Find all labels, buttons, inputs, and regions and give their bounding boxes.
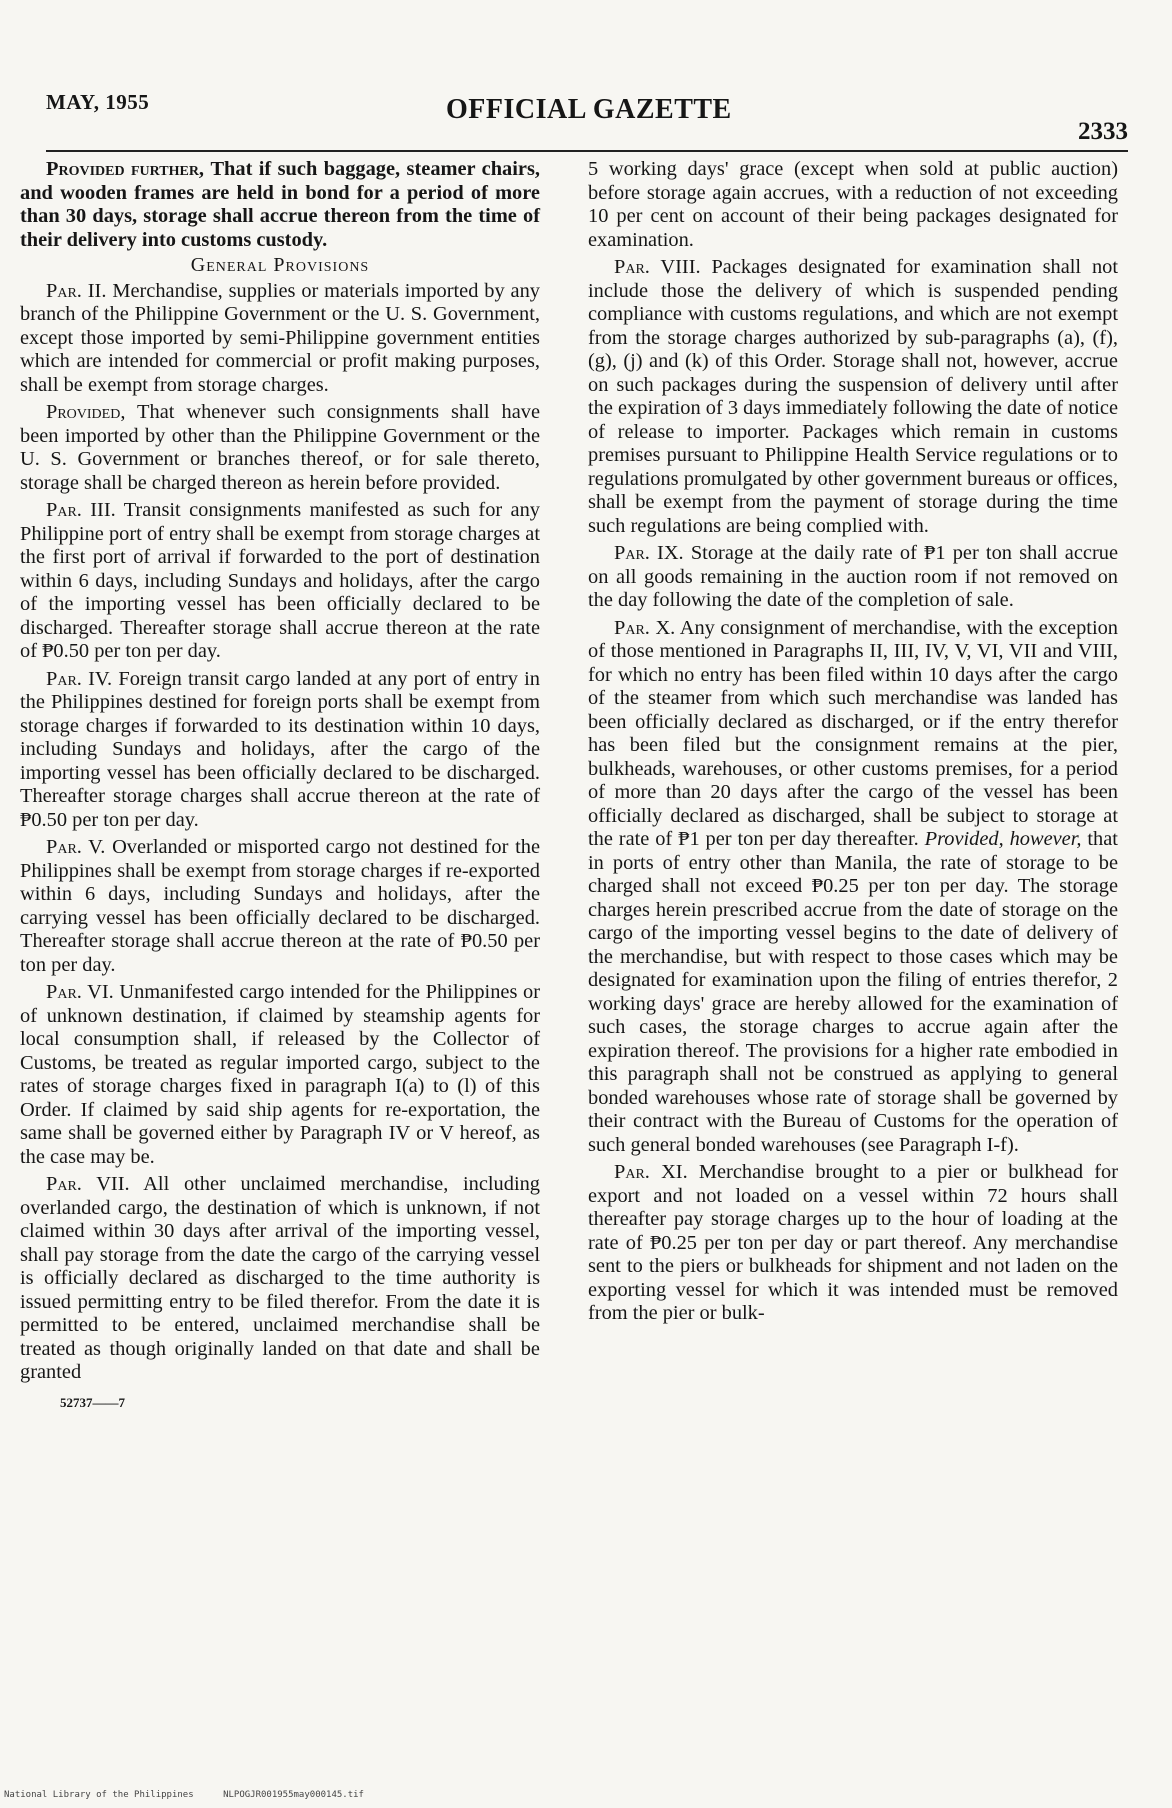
proviso-lead: Provided, xyxy=(46,401,126,423)
paragraph-iii xyxy=(20,499,540,664)
paragraph-label: Par. VII. xyxy=(46,1173,130,1195)
left-column xyxy=(20,158,540,1414)
paragraph-text: Storage at the daily rate of ₱1 per ton shall accrue on all goods remaining in the auction room if not removed on the day following the date of the completion of sale. xyxy=(588,542,1118,611)
section-heading: General Provisions xyxy=(190,254,370,276)
paragraph-v xyxy=(20,836,540,977)
paragraph-x xyxy=(588,617,1118,1158)
paragraph-label: Par. III. xyxy=(46,499,116,521)
library-credit: National Library of the Philippines xyxy=(4,1790,194,1800)
paragraph-label: Par. IV. xyxy=(46,667,113,690)
paragraph-ix xyxy=(588,542,1118,613)
paragraph-text: All other unclaimed merchandise, including overlanded cargo, the destination of which is unknown, if not claimed within 30 days after arrival of the importing vessel, shall pay storage from the date the cargo of the carrying vessel is officially declared as discharged to the time authority is issued permitting entry to be filed therefor. From the date it is permitted to be entered, unclaimed merchandise shall be treated as though originally landed on that date and shall be granted xyxy=(20,1173,540,1383)
paragraph-label: Par. IX. xyxy=(614,542,684,564)
paragraph-ii xyxy=(20,280,540,398)
paragraph-text: Transit consignments manifested as such for any Philippine port of entry shall be exempt from storage charges at the first port of arrival if forwarded to the port of destination within 6 days, including Sundays and holidays, after the cargo of the importing vessel has been officially declared to be discharged. Thereafter storage shall accrue thereon at the rate of ₱0.50 per ton per day. xyxy=(20,499,540,662)
file-name: NLPOGJR001955may000145.tif xyxy=(223,1790,364,1800)
proviso-lead: Provided, however, xyxy=(924,828,1082,850)
scan-footer xyxy=(0,1790,1172,1808)
paragraph-text: Merchandise brought to a pier or bulkhead for export and not loaded on a vessel within 72 hours shall thereafter pay storage charges up to the hour of loading at the rate of ₱0.25 per ton per day or part thereof. Any merchandise sent to the piers or bulkheads for shipment and not laden on the exporting vessel for which it was intended must be removed from the pier or bulk- xyxy=(588,1161,1118,1324)
paragraph-text: that in ports of entry other than Manila, the rate of storage to be charged shall not exceed ₱0.25 per ton per day. The storage charges herein prescribed accrue from the date of storage on the cargo of the importing vessel begins to the date of delivery of the merchandise, but with respect to those cases which may be designated for examination upon the filing of entries therefor, 2 working days' grace are hereby allowed for the examination of such cases, the storage charges to accrue again after the expiration thereof. The provisions for a higher rate embodied in this paragraph shall not be construed as applying to general bonded warehouses whose rate of storage shall be governed by their contract with the Bureau of Customs for the operation of such general bonded warehouses (see Paragraph I-f). xyxy=(588,828,1118,1156)
paragraph-text: Foreign transit cargo landed at any port of entry in the Philippines destined for foreign ports shall be exempt from storage charges if forwarded to its destination within 10 days, including Sundays and holidays, after the cargo of the importing vessel has been officially declared to be discharged. Thereafter storage charges shall accrue thereon at the rate of ₱0.50 per ton per day. xyxy=(20,667,540,831)
right-column xyxy=(588,158,1118,1326)
paragraph-text: That whenever such consignments shall have been imported by other than the Philippine Government or the U. S. Government or branches thereof, or for sale thereto, storage shall be charged thereon as herein before provided. xyxy=(20,401,541,494)
intro-proviso xyxy=(20,158,540,252)
paragraph-viii xyxy=(588,256,1118,538)
paragraph-text: 5 working days' grace (except when sold at public auction) before storage again accrues, with a reduction of not exceeding 10 per cent on account of their being packages designated for examination. xyxy=(588,158,1118,251)
paragraph-vii xyxy=(20,1173,540,1385)
paragraph-label: Par. VIII. xyxy=(614,256,701,278)
header-rule xyxy=(46,150,1128,152)
paragraph-label: Par. X. xyxy=(614,616,676,639)
paragraph-text: Any consignment of merchandise, with the exception of those mentioned in Paragraphs II, III, IV, V, VI, VII and VIII, for which no entry has been filed within 10 days after the cargo of the steamer from which such merchandise was landed has been officially declared as discharged, or if the entry therefor has been filed but the consignment remains at the pier, bulkheads, warehouses, or other customs premises, for a period of more than 20 days after the cargo of the vessel has been officially declared as discharged, shall be subject to storage at the rate of ₱1 per ton per day thereafter. xyxy=(588,616,1118,850)
paragraph-text: Packages designated for examination shall not include those the delivery of which is suspended pending compliance with customs regulations, and which are not exempt from the storage charges authorized by sub-paragraphs (a), (f), (g), (j) and (k) of this Order. Storage shall not, however, accrue on such packages during the suspension of delivery until after the expiration of 3 days immediately following the date of notice of release to importer. Packages which remain in customs premises pursuant to Philippine Health Service regulations or to regulations promulgated by other government bureaus or offices, shall be exempt from the payment of storage during the time such regulations are being complied with. xyxy=(588,256,1119,537)
publication-title: OFFICIAL GAZETTE xyxy=(446,94,732,125)
paragraph-label: Par. VI. xyxy=(46,981,114,1003)
print-code: 52737——7 xyxy=(60,1394,125,1410)
paragraph-xi xyxy=(588,1161,1118,1326)
paragraph-ii-proviso xyxy=(20,401,540,495)
proviso-lead: Provided further, xyxy=(46,158,205,180)
paragraph-label: Par. V. xyxy=(46,836,106,858)
paragraph-text: Merchandise, supplies or materials imported by any branch of the Philippine Government or the U. S. Government, except those imported by semi-Philippine government entities which are intended for commercial or profit making purposes, shall be exempt from storage charges. xyxy=(20,279,540,396)
issue-date: MAY, 1955 xyxy=(46,90,150,114)
paragraph-label: Par. II. xyxy=(46,279,107,302)
paragraph-text: Overlanded or misported cargo not destined for the Philippines shall be exempt from storage charges if re-exported within 6 days, including Sundays and holidays, after the carrying vessel has been officially declared to be discharged. Thereafter storage shall accrue thereon at the rate of ₱0.50 per ton per day. xyxy=(20,836,540,976)
paragraph-label: Par. XI. xyxy=(614,1161,688,1183)
continued-paragraph xyxy=(588,158,1118,252)
page-header xyxy=(46,80,1128,145)
paragraph-text: That if such baggage, steamer chairs, and wooden frames are held in bond for a period of more than 30 days, storage shall accrue thereon from the time of their delivery into customs custody. xyxy=(20,158,540,251)
page-number: 2333 xyxy=(1078,118,1128,145)
paragraph-iv xyxy=(20,668,540,833)
paragraph-vi xyxy=(20,981,540,1169)
paragraph-text: Unmanifested cargo intended for the Philippines or of unknown destination, if claimed by steamship agents for local consumption shall, if released by the Collector of Customs, be treated as regular imported cargo, subject to the rates of storage charges fixed in paragraph I(a) to (l) of this Order. If claimed by said ship agents for re-exportation, the same shall be governed either by Paragraph IV or V hereof, as the case may be. xyxy=(20,981,540,1168)
